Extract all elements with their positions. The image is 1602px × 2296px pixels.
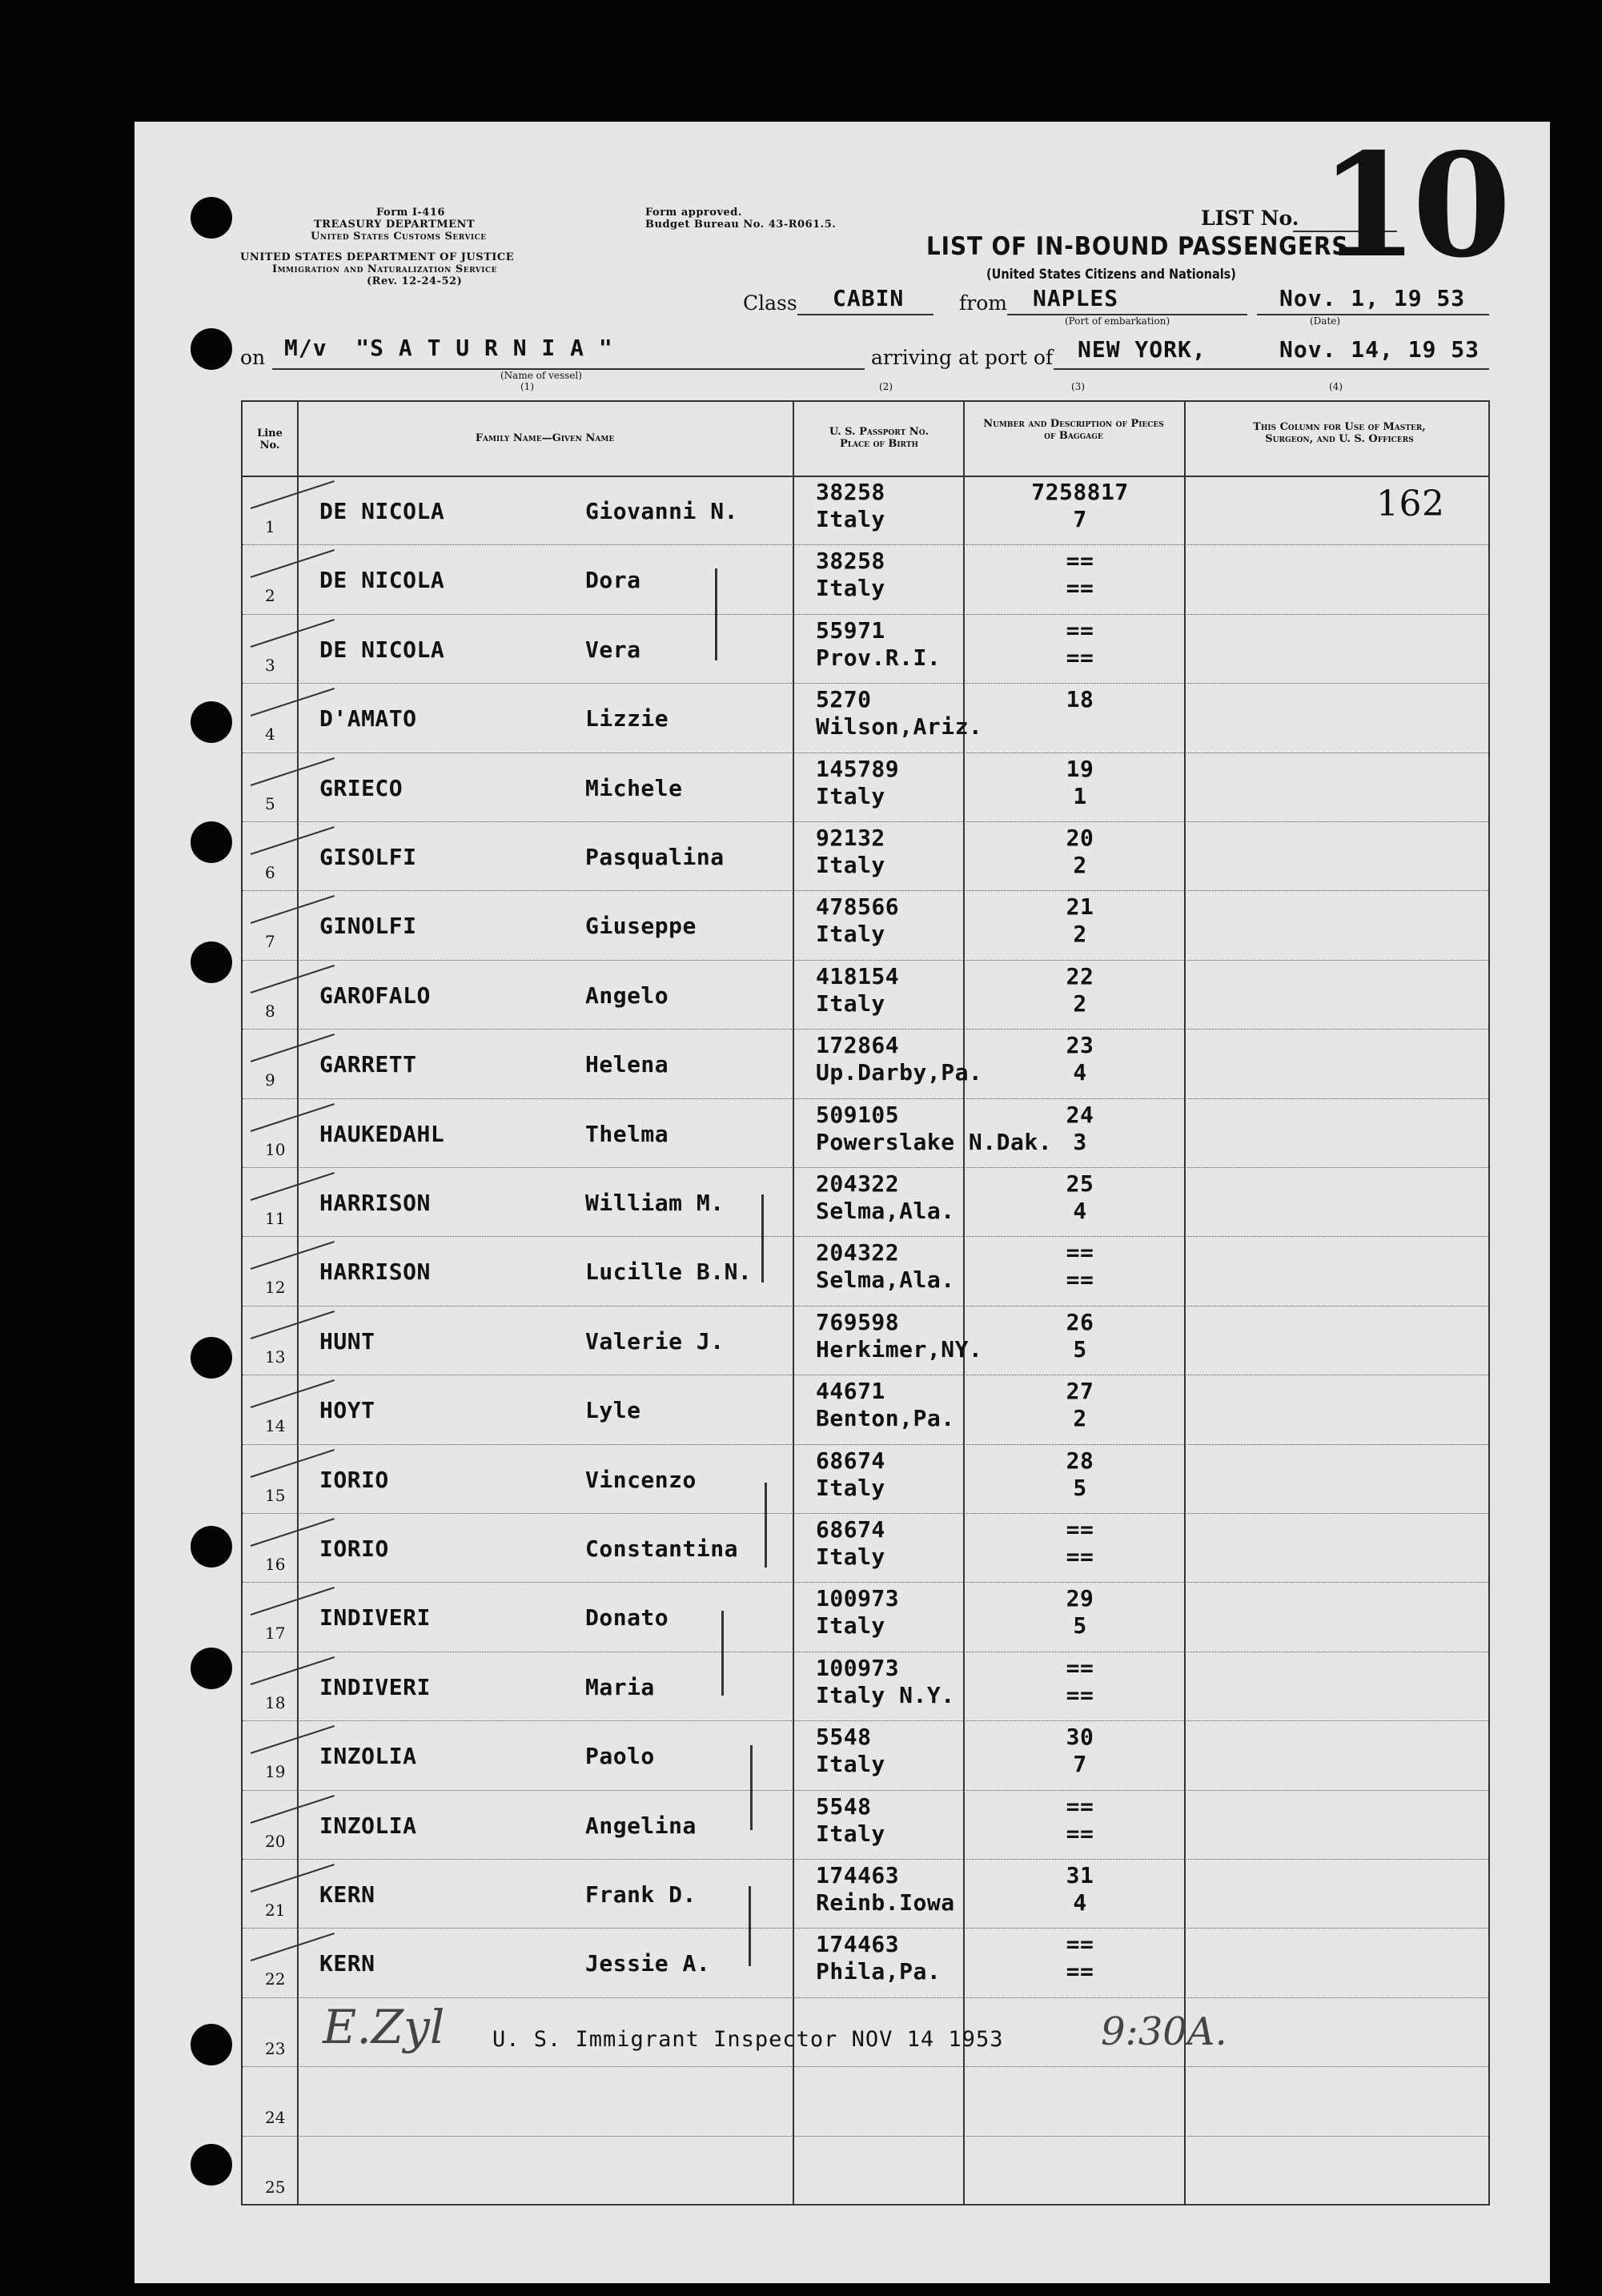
place-of-birth: Herkimer,NY. xyxy=(816,1335,983,1363)
baggage-pieces: == xyxy=(1066,1543,1094,1570)
line-number: 24 xyxy=(265,2108,286,2128)
given-name: Giuseppe xyxy=(585,913,697,940)
from-label: from xyxy=(959,291,1007,315)
baggage-pieces: 2 xyxy=(1073,989,1087,1017)
line-number: 12 xyxy=(265,1278,286,1298)
line-number: 3 xyxy=(265,655,275,675)
baggage-pieces: 2 xyxy=(1073,921,1087,948)
departure-date: Nov. 1, 19 53 xyxy=(1279,285,1466,311)
table-row xyxy=(243,614,1488,684)
table-row xyxy=(243,1375,1488,1444)
passport-number: 55971 xyxy=(816,616,885,644)
family-name: INZOLIA xyxy=(319,1812,417,1839)
given-name: William M. xyxy=(585,1190,725,1216)
baggage-tag: == xyxy=(1066,1654,1094,1681)
baggage-tag: 23 xyxy=(1066,1032,1094,1059)
given-name: Constantina xyxy=(585,1535,738,1562)
baggage-pieces: 5 xyxy=(1073,1612,1087,1640)
table-row xyxy=(243,2136,1488,2206)
baggage-tag: 24 xyxy=(1066,1101,1094,1128)
given-name: Angelina xyxy=(585,1812,697,1839)
budget-bureau: Budget Bureau No. 43-R061.5. xyxy=(645,219,837,231)
baggage-tag: 19 xyxy=(1066,755,1094,782)
baggage-tag: 21 xyxy=(1066,893,1094,921)
table-row xyxy=(243,1167,1488,1237)
customs-service: United States Customs Service xyxy=(311,231,487,243)
line-number: 10 xyxy=(265,1139,286,1159)
table-row xyxy=(243,683,1488,753)
passport-number: 172864 xyxy=(816,1032,900,1059)
passport-number: 38258 xyxy=(816,479,885,505)
line-number: 13 xyxy=(265,1347,286,1367)
treasury-dept: TREASURY DEPARTMENT xyxy=(314,219,476,231)
given-name: Helena xyxy=(585,1051,669,1078)
list-no-label: LIST No. xyxy=(1201,207,1299,230)
line-number: 4 xyxy=(265,725,275,745)
baggage-pieces: 5 xyxy=(1073,1335,1087,1363)
line-number: 11 xyxy=(265,1209,286,1228)
line-number: 23 xyxy=(265,2038,286,2058)
passport-number: 5270 xyxy=(816,686,872,713)
baggage-tag: 30 xyxy=(1066,1724,1094,1751)
family-bracket xyxy=(715,568,717,660)
given-name: Paolo xyxy=(585,1743,655,1770)
date-underline xyxy=(1257,314,1489,315)
baggage-pieces: 3 xyxy=(1073,1128,1087,1155)
inspection-time: 9:30A. xyxy=(1101,2009,1227,2054)
class-value: CABIN xyxy=(833,285,905,311)
inspector-stamp: U. S. Immigrant Inspector NOV 14 1953 xyxy=(492,2027,1004,2052)
line-number: 9 xyxy=(265,1070,275,1090)
given-name: Maria xyxy=(585,1673,655,1700)
line-number: 19 xyxy=(265,1762,286,1782)
baggage-pieces: 5 xyxy=(1073,1474,1087,1501)
revision: (Rev. 12-24-52) xyxy=(367,275,463,287)
given-name: Jessie A. xyxy=(585,1950,711,1977)
family-name: GRIECO xyxy=(319,774,404,801)
line-number: 7 xyxy=(265,932,275,952)
given-name: Vincenzo xyxy=(585,1466,697,1493)
baggage-pieces: 7 xyxy=(1073,1751,1087,1778)
place-of-birth: Italy xyxy=(816,506,885,532)
place-of-birth: Wilson,Ariz. xyxy=(816,713,983,741)
given-name: Giovanni N. xyxy=(585,498,738,524)
table-row xyxy=(243,1444,1488,1514)
family-name: GAROFALO xyxy=(319,981,431,1009)
passport-number: 204322 xyxy=(816,1239,900,1266)
line-number: 16 xyxy=(265,1555,286,1574)
family-name: KERN xyxy=(319,1950,375,1977)
passport-number: 509105 xyxy=(816,1101,900,1128)
place-of-birth: Powerslake N.Dak. xyxy=(816,1128,1053,1155)
table-row xyxy=(243,1720,1488,1790)
place-of-birth: Italy xyxy=(816,1820,885,1847)
manifest-subtitle: (United States Citizens and Nationals) xyxy=(986,267,1236,283)
family-name: DE NICOLA xyxy=(319,636,445,663)
family-name: DE NICOLA xyxy=(319,498,445,524)
family-name: IORIO xyxy=(319,1466,389,1493)
place-of-birth: Phila,Pa. xyxy=(816,1958,942,1985)
line-number: 8 xyxy=(265,1001,275,1021)
baggage-tag: 25 xyxy=(1066,1170,1094,1197)
baggage-tag: == xyxy=(1066,1931,1094,1958)
passport-number: 92132 xyxy=(816,825,885,851)
table-row xyxy=(243,1859,1488,1929)
list-number: 10 xyxy=(1319,122,1505,289)
officer-note: 162 xyxy=(1376,484,1445,524)
ins-service: Immigration and Naturalization Service xyxy=(272,263,498,275)
baggage-pieces: 4 xyxy=(1073,1198,1087,1224)
baggage-tag: 27 xyxy=(1066,1378,1094,1405)
family-name: HUNT xyxy=(319,1327,375,1355)
form-approved: Form approved. xyxy=(645,207,742,219)
family-name: KERN xyxy=(319,1881,375,1908)
given-name: Angelo xyxy=(585,981,669,1009)
baggage-pieces: == xyxy=(1066,1958,1094,1985)
passport-number: 44671 xyxy=(816,1378,885,1405)
baggage-pieces: 2 xyxy=(1073,1405,1087,1432)
header-baggage: Number and Description of Pieces of Baggage xyxy=(983,418,1164,442)
table-row xyxy=(243,1306,1488,1375)
family-bracket xyxy=(761,1194,764,1282)
place-of-birth: Italy xyxy=(816,1612,885,1640)
place-of-birth: Selma,Ala. xyxy=(816,1198,955,1224)
family-name: GARRETT xyxy=(319,1051,417,1078)
given-name: Lyle xyxy=(585,1397,641,1424)
family-name: D'AMATO xyxy=(319,705,417,733)
table-row xyxy=(243,544,1488,614)
place-of-birth: Italy xyxy=(816,989,885,1017)
baggage-tag: 20 xyxy=(1066,825,1094,851)
place-of-birth: Italy xyxy=(816,1751,885,1778)
passport-number: 38258 xyxy=(816,548,885,575)
col1-marker: (1) xyxy=(520,381,534,392)
binder-hole xyxy=(191,1526,232,1567)
manifest-title: LIST OF IN-BOUND PASSENGERS xyxy=(926,232,1349,261)
col3-marker: (3) xyxy=(1071,381,1085,392)
passport-number: 68674 xyxy=(816,1447,885,1474)
on-label: on xyxy=(240,346,266,369)
table-row xyxy=(243,1029,1488,1098)
line-number: 15 xyxy=(265,1485,286,1505)
class-underline xyxy=(797,314,933,315)
table-row xyxy=(243,1652,1488,1721)
baggage-tag: == xyxy=(1066,616,1094,644)
baggage-pieces: == xyxy=(1066,1266,1094,1294)
arrival-date: Nov. 14, 19 53 xyxy=(1279,336,1480,363)
place-of-birth: Italy xyxy=(816,575,885,602)
family-name: DE NICOLA xyxy=(319,567,445,594)
baggage-tag: == xyxy=(1066,1516,1094,1543)
header-name: Family Name—Given Name xyxy=(475,432,615,444)
given-name: Valerie J. xyxy=(585,1327,725,1355)
family-bracket xyxy=(749,1886,751,1966)
justice-dept: UNITED STATES DEPARTMENT OF JUSTICE xyxy=(240,251,515,263)
given-name: Donato xyxy=(585,1604,669,1632)
binder-hole xyxy=(191,328,232,370)
line-number: 2 xyxy=(265,586,275,606)
vessel-name: M/v "S A T U R N I A " xyxy=(284,335,613,361)
arrival-underline xyxy=(1054,368,1489,370)
place-of-birth: Italy N.Y. xyxy=(816,1681,955,1708)
date-caption: (Date) xyxy=(1310,315,1341,327)
binder-hole xyxy=(191,197,232,239)
baggage-tag: == xyxy=(1066,548,1094,575)
line-number: 6 xyxy=(265,863,275,882)
family-bracket xyxy=(750,1745,753,1830)
baggage-tag: == xyxy=(1066,1792,1094,1820)
family-name: INZOLIA xyxy=(319,1743,417,1770)
binder-hole xyxy=(191,2024,232,2065)
port-caption: (Port of embarkation) xyxy=(1065,315,1170,327)
arrival-port: NEW YORK, xyxy=(1078,336,1207,363)
passport-number: 769598 xyxy=(816,1308,900,1335)
given-name: Thelma xyxy=(585,1120,669,1147)
table-row xyxy=(243,1098,1488,1168)
baggage-pieces: 2 xyxy=(1073,852,1087,878)
baggage-tag: == xyxy=(1066,1239,1094,1266)
given-name: Lizzie xyxy=(585,705,669,733)
passport-number: 5548 xyxy=(816,1792,872,1820)
line-number: 21 xyxy=(265,1901,286,1920)
place-of-birth: Italy xyxy=(816,1543,885,1570)
baggage-tag: 22 xyxy=(1066,962,1094,989)
given-name: Frank D. xyxy=(585,1881,697,1908)
col2-marker: (2) xyxy=(879,381,893,392)
passport-number: 100973 xyxy=(816,1585,900,1612)
baggage-pieces: 4 xyxy=(1073,1059,1087,1086)
binder-hole xyxy=(191,1337,232,1379)
class-label: Class xyxy=(743,291,797,315)
baggage-tag: 18 xyxy=(1066,686,1094,713)
family-name: HOYT xyxy=(319,1397,375,1424)
table-row xyxy=(243,476,1488,545)
line-number: 5 xyxy=(265,793,275,813)
family-name: GISOLFI xyxy=(319,844,417,870)
binder-hole xyxy=(191,821,232,863)
arriving-label: arriving at port of xyxy=(871,346,1054,369)
binder-hole xyxy=(191,2144,232,2186)
family-bracket xyxy=(721,1611,724,1696)
passport-number: 204322 xyxy=(816,1170,900,1197)
binder-hole xyxy=(191,1648,232,1689)
family-name: INDIVERI xyxy=(319,1604,431,1632)
passport-number: 174463 xyxy=(816,1931,900,1958)
baggage-pieces: == xyxy=(1066,575,1094,602)
family-name: GINOLFI xyxy=(319,913,417,940)
table-row xyxy=(243,753,1488,822)
given-name: Lucille B.N. xyxy=(585,1258,753,1286)
baggage-tag: 28 xyxy=(1066,1447,1094,1474)
place-of-birth: Selma,Ala. xyxy=(816,1266,955,1294)
given-name: Vera xyxy=(585,636,641,663)
baggage-pieces: == xyxy=(1066,1820,1094,1847)
table-row xyxy=(243,2066,1488,2136)
passenger-table xyxy=(241,400,1490,2206)
place-of-birth: Benton,Pa. xyxy=(816,1405,955,1432)
table-row xyxy=(243,1928,1488,1997)
place-of-birth: Reinb.Iowa xyxy=(816,1889,955,1916)
baggage-pieces: 7 xyxy=(1073,506,1087,532)
table-row xyxy=(243,890,1488,960)
place-of-birth: Italy xyxy=(816,921,885,948)
place-of-birth: Italy xyxy=(816,1474,885,1501)
table-row xyxy=(243,1513,1488,1583)
baggage-tag: 31 xyxy=(1066,1862,1094,1889)
given-name: Michele xyxy=(585,774,683,801)
line-number: 18 xyxy=(265,1692,286,1712)
embark-port: NAPLES xyxy=(1033,285,1119,311)
line-number: 25 xyxy=(265,2177,286,2197)
given-name: Dora xyxy=(585,567,641,594)
line-number: 1 xyxy=(265,517,275,536)
family-name: HARRISON xyxy=(319,1190,431,1216)
baggage-pieces: == xyxy=(1066,1681,1094,1708)
place-of-birth: Italy xyxy=(816,852,885,878)
baggage-pieces: == xyxy=(1066,644,1094,671)
family-name: IORIO xyxy=(319,1535,389,1562)
family-bracket xyxy=(765,1483,767,1567)
passport-number: 5548 xyxy=(816,1724,872,1751)
form-number: Form I-416 xyxy=(376,207,445,219)
table-row xyxy=(243,1790,1488,1860)
given-name: Pasqualina xyxy=(585,844,725,870)
col4-marker: (4) xyxy=(1329,381,1343,392)
vessel-caption: (Name of vessel) xyxy=(500,370,582,381)
baggage-tag: 7258817 xyxy=(1031,479,1129,505)
line-number: 17 xyxy=(265,1624,286,1644)
passport-number: 100973 xyxy=(816,1654,900,1681)
line-number: 14 xyxy=(265,1416,286,1436)
baggage-tag: 26 xyxy=(1066,1308,1094,1335)
place-of-birth: Italy xyxy=(816,782,885,809)
inspector-signature: E.Zyl xyxy=(323,2000,445,2054)
family-name: HARRISON xyxy=(319,1258,431,1286)
binder-hole xyxy=(191,941,232,983)
passport-number: 68674 xyxy=(816,1516,885,1543)
family-name: INDIVERI xyxy=(319,1673,431,1700)
baggage-pieces: 1 xyxy=(1073,782,1087,809)
binder-hole xyxy=(191,701,232,743)
family-name: HAUKEDAHL xyxy=(319,1120,445,1147)
passport-number: 174463 xyxy=(816,1862,900,1889)
passport-number: 418154 xyxy=(816,962,900,989)
passport-number: 145789 xyxy=(816,755,900,782)
baggage-tag: 29 xyxy=(1066,1585,1094,1612)
header-officers: This Column for Use of Master, Surgeon, and U. S. Officers xyxy=(1253,421,1426,445)
header-passport: U. S. Passport No. Place of Birth xyxy=(829,426,929,450)
place-of-birth: Up.Darby,Pa. xyxy=(816,1059,983,1086)
table-row xyxy=(243,960,1488,1030)
table-row xyxy=(243,1236,1488,1306)
table-row xyxy=(243,821,1488,891)
baggage-pieces: 4 xyxy=(1073,1889,1087,1916)
place-of-birth: Prov.R.I. xyxy=(816,644,942,671)
header-line-no: Line No. xyxy=(257,427,283,452)
passport-number: 478566 xyxy=(816,893,900,921)
line-number: 22 xyxy=(265,1969,286,1989)
table-row xyxy=(243,1582,1488,1652)
line-number: 20 xyxy=(265,1831,286,1851)
